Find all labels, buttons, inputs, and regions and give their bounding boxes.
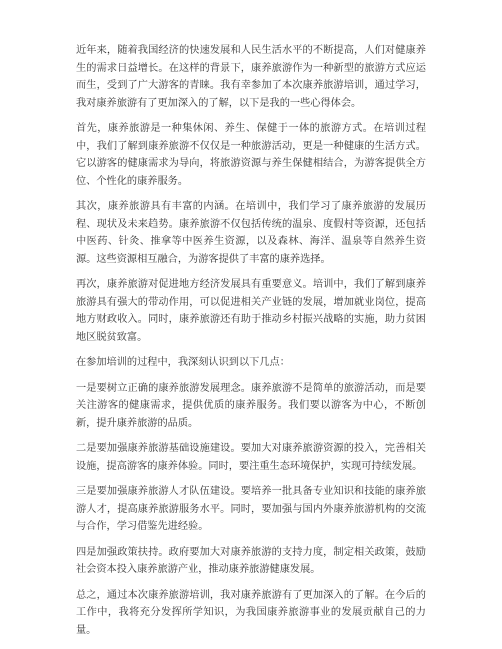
- paragraph-third-point: 再次，康养旅游对促进地方经济发展具有重要意义。培训中，我们了解到康养旅游具有强大的带动作用，可以促进相关产业链的发展，增加就业岗位，提高地方财政收入。同时，康养旅游还有助于推动乡村振兴战略的实施，助力贫困地区脱贫致富。: [76, 279, 426, 343]
- paragraph-insight-four: 四是加强政策扶持。政府要加大对康养旅游的支持力度，制定相关政策，鼓励社会资本投入康养旅游产业，推动康养旅游健康发展。: [76, 546, 426, 575]
- paragraph-intro: 近年来，随着我国经济的快速发展和人民生活水平的不断提高，人们对健康养生的需求日益增长。在这样的背景下，康养旅游作为一种新型的旅游方式应运而生，受到了广大游客的青睐。我有幸参加了本次康养旅游培训，通过学习，我对康养旅游有了更加深入的了解，以下是我的一些心得体会。: [76, 45, 426, 109]
- paragraph-second-point: 其次，康养旅游具有丰富的内涵。在培训中，我们学习了康养旅游的发展历程、现状及未来趋势。康养旅游不仅包括传统的温泉、度假村等资源，还包括中医药、针灸、推拿等中医养生资源，以及森林、海洋、温泉等自然养生资源。这些资源相互融合，为游客提供了丰富的康养选择。: [76, 201, 426, 265]
- paragraph-insight-one: 一是要树立正确的康养旅游发展理念。康养旅游不是简单的旅游活动，而是要关注游客的健康需求，提供优质的康养服务。我们要以游客为中心，不断创新，提升康养旅游的品质。: [76, 382, 426, 429]
- paragraph-first-point: 首先，康养旅游是一种集休闲、养生、保健于一体的旅游方式。在培训过程中，我们了解到康养旅游不仅仅是一种旅游活动，更是一种健康的生活方式。它以游客的健康需求为导向，将旅游资源与养生保健相结合，为游客提供全方位、个性化的康养服务。: [76, 123, 426, 187]
- paragraph-insight-three: 三是要加强康养旅游人才队伍建设。要培养一批具备专业知识和技能的康养旅游人才，提高康养旅游服务水平。同时，要加强与国内外康养旅游机构的交流与合作，学习借鉴先进经验。: [76, 486, 426, 532]
- paragraph-insight-two: 二是要加强康养旅游基础设施建设。要加大对康养旅游资源的投入，完善相关设施，提高游客的康养体验。同时，要注重生态环境保护，实现可持续发展。: [76, 443, 426, 472]
- paragraph-conclusion: 总之，通过本次康养旅游培训，我对康养旅游有了更加深入的了解。在今后的工作中，我将充分发挥所学知识，为我国康养旅游事业的发展贡献自己的力量。: [76, 589, 426, 636]
- paragraph-insights-lead: 在参加培训的过程中，我深刻认识到以下几点：: [76, 357, 290, 368]
